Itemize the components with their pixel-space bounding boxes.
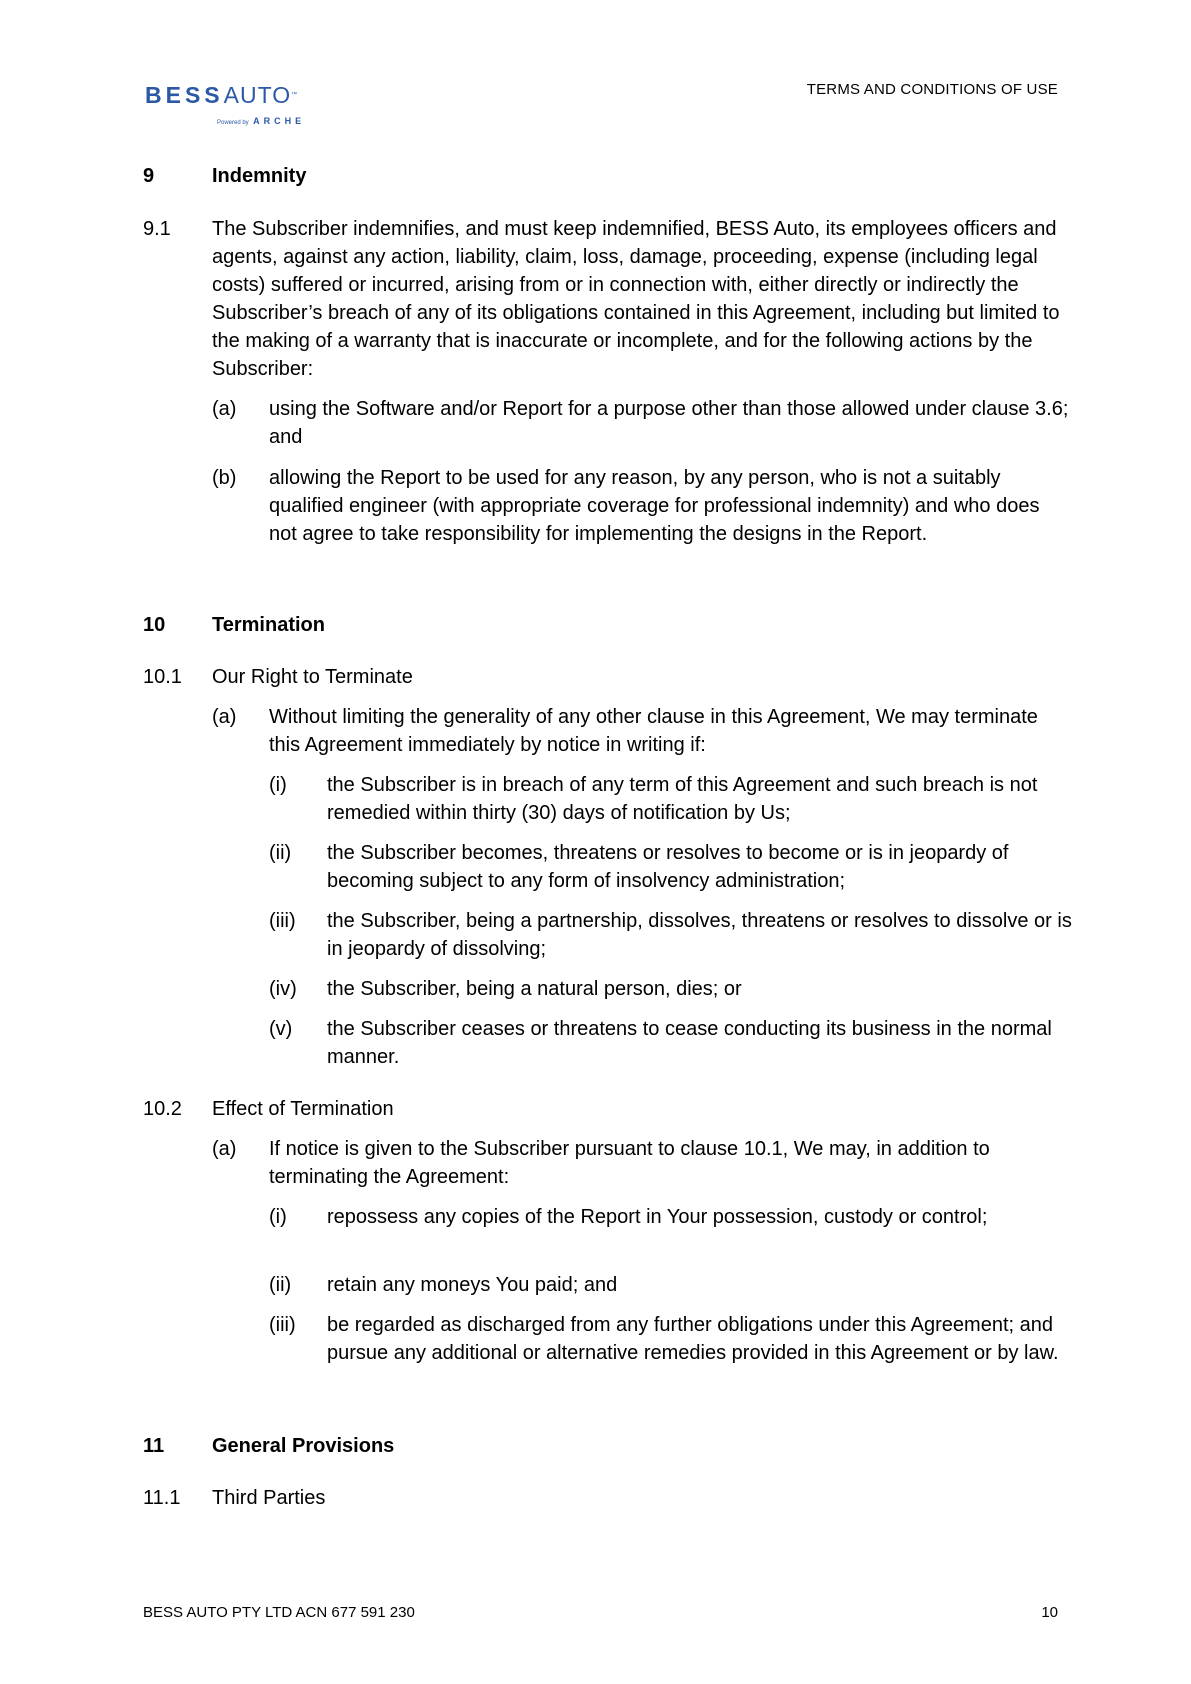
item-text: repossess any copies of the Report in Your possession, custody or control; xyxy=(327,1206,988,1228)
item-number: (iii) xyxy=(269,1314,296,1336)
clause-number: 11.1 xyxy=(143,1487,181,1509)
logo-auto: AUTO xyxy=(223,82,292,108)
clause-number: 10.2 xyxy=(143,1098,182,1120)
clause-number: 9.1 xyxy=(143,218,171,240)
subclause-text: Without limiting the generality of any other clause in this Agreement, We may terminate this Agreement immediately by notice in writing if: xyxy=(269,706,1038,756)
clause-title: Effect of Termination xyxy=(212,1098,394,1120)
logo-bess: BESS xyxy=(145,82,224,108)
clause-text: The Subscriber indemnifies, and must keep indemnified, BESS Auto, its employees officers and agents, against any action, liability, claim, loss, damage, proceeding, expense (including legal costs) suffered or incurred, arising from or in connection with, either directly or indirectly the Subscriber’s breach of any of its obligations contained in this Agreement, including but limited to the making of a warranty that is inaccurate or incomplete, and for the following actions by the Subscriber: xyxy=(212,218,1060,380)
subclause-number: (b) xyxy=(212,467,237,489)
section-title: Indemnity xyxy=(212,165,307,187)
item-number: (ii) xyxy=(269,842,292,864)
item-text: the Subscriber is in breach of any term of this Agreement and such breach is not remedied within thirty (30) days of notification by Us; xyxy=(327,774,1038,824)
logo-subline xyxy=(217,111,305,129)
section-title: General Provisions xyxy=(212,1435,395,1457)
section-number: 10 xyxy=(143,614,166,636)
section-number: 11 xyxy=(143,1435,165,1457)
document-header-title: TERMS AND CONDITIONS OF USE xyxy=(806,81,1058,98)
item-text: retain any moneys You paid; and xyxy=(327,1274,618,1296)
section-number: 9 xyxy=(143,165,155,187)
subclause-number: (a) xyxy=(212,706,237,728)
clause-number: 10.1 xyxy=(143,666,182,688)
item-number: (v) xyxy=(269,1018,293,1040)
logo-arche: ARCHE xyxy=(253,116,306,126)
clause-title: Third Parties xyxy=(212,1487,326,1509)
item-text: the Subscriber, being a natural person, dies; or xyxy=(327,978,742,1000)
logo-powered-by: Powered by xyxy=(217,120,249,126)
footer-page-number: 10 xyxy=(1041,1604,1058,1621)
subclause-text: If notice is given to the Subscriber pursuant to clause 10.1, We may, in addition to terminating the Agreement: xyxy=(269,1138,990,1188)
item-text: the Subscriber ceases or threatens to cease conducting its business in the normal manner. xyxy=(327,1018,1052,1068)
item-number: (iii) xyxy=(269,910,296,932)
subclause-number: (a) xyxy=(212,398,237,420)
item-number: (ii) xyxy=(269,1274,292,1296)
clause-title: Our Right to Terminate xyxy=(212,666,413,688)
footer-company: BESS AUTO PTY LTD ACN 677 591 230 xyxy=(143,1604,415,1621)
item-text: be regarded as discharged from any further obligations under this Agreement; and pursue any additional or alternative remedies provided in this Agreement or by law. xyxy=(327,1314,1059,1364)
item-text: the Subscriber becomes, threatens or resolves to become or is in jeopardy of becoming subject to any form of insolvency administration; xyxy=(327,842,1009,892)
item-number: (i) xyxy=(269,1206,287,1228)
item-text: the Subscriber, being a partnership, dissolves, threatens or resolves to dissolve or is in jeopardy of dissolving; xyxy=(327,910,1072,960)
section-title: Termination xyxy=(212,614,325,636)
logo-trademark: ™ xyxy=(291,92,298,98)
item-number: (iv) xyxy=(269,978,297,1000)
bess-auto-logo xyxy=(145,84,325,126)
subclause-number: (a) xyxy=(212,1138,237,1160)
subclause-text: allowing the Report to be used for any reason, by any person, who is not a suitably qualified engineer (with appropriate coverage for professional indemnity) and who does not agree to take responsibility for implementing the designs in the Report. xyxy=(269,467,1040,545)
subclause-text: using the Software and/or Report for a purpose other than those allowed under clause 3.6; and xyxy=(269,398,1069,448)
logo-wordmark xyxy=(145,84,325,107)
item-number: (i) xyxy=(269,774,287,796)
